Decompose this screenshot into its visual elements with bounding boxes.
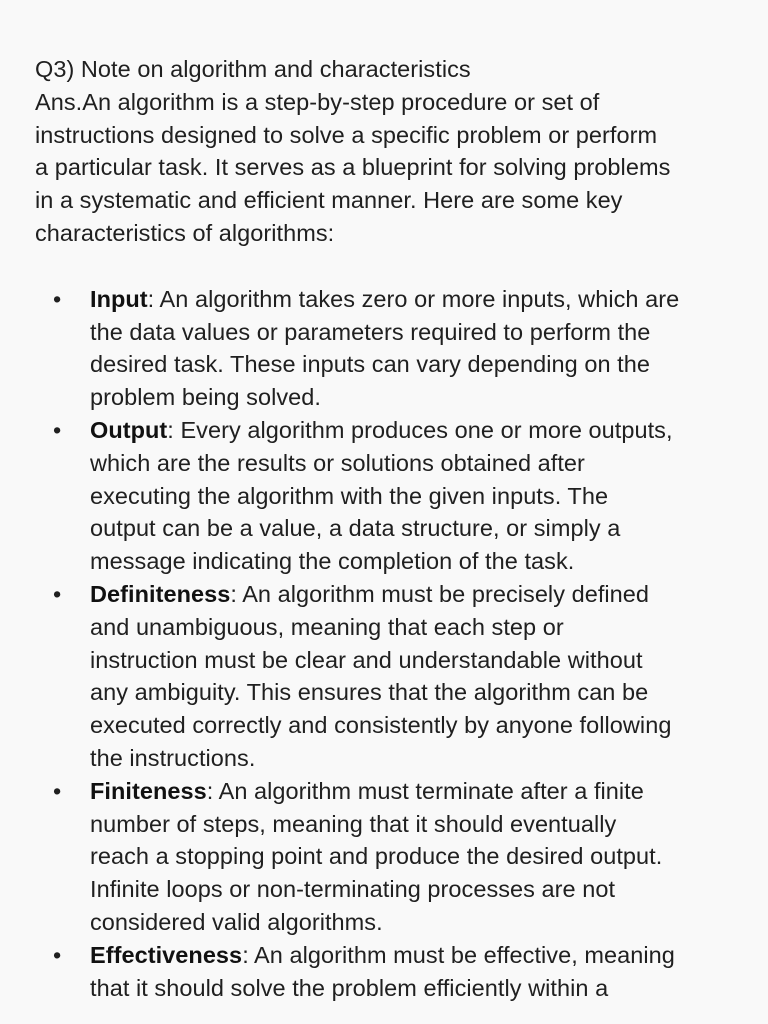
list-item-line: desired task. These inputs can vary depending on the — [90, 351, 651, 378]
list-item-finiteness — [35, 775, 735, 939]
list-item-effectiveness — [35, 939, 735, 1005]
intro-line: Ans.An algorithm is a step-by-step procedure or set of — [35, 88, 600, 115]
list-item-line: output can be a value, a data structure, or simply a — [90, 515, 621, 542]
term-description: : An algorithm must terminate after a finite — [206, 777, 644, 804]
intro-line: instructions designed to solve a specific problem or perform — [35, 121, 658, 148]
list-item-first-line — [90, 283, 735, 316]
characteristics-list — [35, 283, 735, 1005]
list-item-first-line — [90, 578, 735, 611]
list-item-line: any ambiguity. This ensures that the algorithm can be — [90, 679, 649, 706]
list-item-line: and unambiguous, meaning that each step or — [90, 613, 564, 640]
intro-line: a particular task. It serves as a blueprint for solving problems — [35, 154, 671, 181]
list-item-line: executing the algorithm with the given inputs. The — [90, 482, 609, 509]
list-item-line: Infinite loops or non-terminating processes are not — [90, 876, 616, 903]
bullet-icon: • — [53, 285, 62, 312]
term-label: Finiteness — [90, 777, 207, 804]
term-label: Effectiveness — [90, 941, 243, 968]
list-item-definiteness — [35, 578, 735, 775]
list-item-line: that it should solve the problem efficiently within a — [90, 974, 609, 1001]
list-item-output — [35, 414, 735, 578]
term-label: Output — [90, 416, 168, 443]
list-item-line: the data values or parameters required to perform the — [90, 318, 651, 345]
list-item-line: the instructions. — [90, 744, 256, 771]
list-item-first-line — [90, 775, 735, 808]
list-item-first-line — [90, 414, 735, 447]
term-description: : An algorithm takes zero or more inputs, which are — [147, 285, 680, 312]
bullet-icon: • — [53, 777, 62, 804]
bullet-icon: • — [53, 580, 62, 607]
list-item-line: instruction must be clear and understandable without — [90, 646, 643, 673]
list-item-first-line — [90, 939, 735, 972]
list-item-line: executed correctly and consistently by anyone following — [90, 712, 672, 739]
question-heading: Q3) Note on algorithm and characteristics — [35, 56, 471, 82]
intro-line: in a systematic and efficient manner. Here are some key — [35, 187, 623, 214]
list-item-line: problem being solved. — [90, 384, 321, 411]
list-item-input — [35, 283, 735, 414]
intro-paragraph — [35, 86, 735, 250]
list-item-line: which are the results or solutions obtained after — [90, 449, 585, 476]
term-label: Definiteness — [90, 580, 231, 607]
term-description: : Every algorithm produces one or more outputs, — [167, 416, 673, 443]
bullet-icon: • — [53, 941, 62, 968]
intro-line: characteristics of algorithms: — [35, 219, 335, 246]
document-content — [35, 53, 735, 1004]
term-description: : An algorithm must be effective, meaning — [242, 941, 675, 968]
term-description: : An algorithm must be precisely defined — [230, 580, 650, 607]
list-item-line: considered valid algorithms. — [90, 908, 383, 935]
bullet-icon: • — [53, 416, 62, 443]
list-item-line: message indicating the completion of the task. — [90, 548, 575, 575]
list-item-line: number of steps, meaning that it should eventually — [90, 810, 617, 837]
term-label: Input — [90, 285, 148, 312]
list-item-line: reach a stopping point and produce the desired output. — [90, 843, 663, 870]
